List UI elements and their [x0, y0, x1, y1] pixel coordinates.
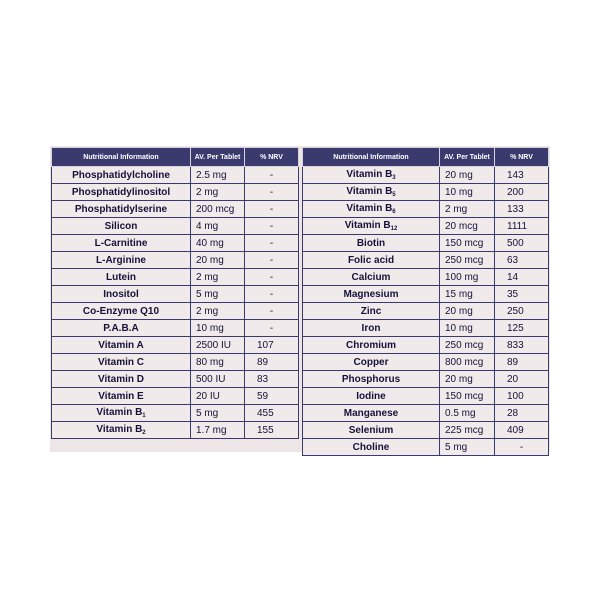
- nutrient-name: [52, 354, 191, 371]
- amount-per-tablet: 150 mcg: [440, 235, 495, 252]
- table-header-row: [303, 148, 549, 167]
- nutrient-name-text: Vitamin B: [344, 220, 391, 231]
- nutrient-name-text: Vitamin B: [96, 407, 143, 418]
- nrv-percent: -: [245, 218, 299, 235]
- table-row: [52, 337, 299, 354]
- nutrient-name-text: Vitamin A: [98, 339, 144, 351]
- amount-per-tablet: 80 mg: [191, 354, 245, 371]
- nrv-percent: 89: [495, 354, 549, 371]
- nutrient-name: [52, 320, 191, 337]
- nutrient-name-text: Selenium: [348, 424, 394, 436]
- nutrient-name: [52, 252, 191, 269]
- amount-per-tablet: 250 mcg: [440, 337, 495, 354]
- table-row: [52, 235, 299, 252]
- nutrition-table-right: [302, 147, 549, 456]
- nutrient-name: [52, 184, 191, 201]
- amount-per-tablet: 10 mg: [440, 320, 495, 337]
- table-row: [303, 439, 549, 456]
- table-row: [52, 422, 299, 439]
- nutrient-name: [52, 218, 191, 235]
- amount-per-tablet: 150 mcg: [440, 388, 495, 405]
- nutrient-subscript: 1: [142, 413, 146, 419]
- nutrient-name: [303, 252, 440, 269]
- header-nrv: % NRV: [245, 148, 299, 167]
- table-row: [303, 303, 549, 320]
- nutrient-name: [52, 303, 191, 320]
- amount-per-tablet: 20 mcg: [440, 218, 495, 235]
- table-row: [303, 422, 549, 439]
- nutrient-name: [303, 235, 440, 252]
- table-row: [303, 371, 549, 388]
- nrv-percent: -: [245, 184, 299, 201]
- nutrient-name-text: Calcium: [351, 271, 391, 283]
- amount-per-tablet: 250 mcg: [440, 252, 495, 269]
- nutrient-name: [303, 439, 440, 456]
- nrv-percent: -: [245, 269, 299, 286]
- amount-per-tablet: 800 mcg: [440, 354, 495, 371]
- nrv-percent: 455: [245, 405, 299, 422]
- amount-per-tablet: 20 mg: [440, 167, 495, 184]
- nrv-percent: 133: [495, 201, 549, 218]
- nutrient-name: [303, 320, 440, 337]
- nrv-percent: 83: [245, 371, 299, 388]
- nutrient-name-text: Vitamin B: [346, 169, 393, 180]
- table-row: [52, 286, 299, 303]
- nutrient-subscript: 3: [392, 175, 396, 181]
- nrv-percent: 1111: [495, 218, 549, 235]
- table-row: [52, 388, 299, 405]
- nrv-percent: -: [245, 320, 299, 337]
- nutrient-name: [52, 388, 191, 405]
- nutrient-name-text: Inositol: [103, 288, 139, 300]
- amount-per-tablet: 500 IU: [191, 371, 245, 388]
- nrv-percent: -: [245, 252, 299, 269]
- nutrient-name-text: Vitamin B: [346, 203, 393, 214]
- table-row: [303, 269, 549, 286]
- nrv-percent: -: [245, 235, 299, 252]
- nutrient-name-text: Phosphatidylinositol: [71, 186, 171, 198]
- table-row: [303, 337, 549, 354]
- nutrient-name: [303, 286, 440, 303]
- nrv-percent: 14: [495, 269, 549, 286]
- table-row: [303, 235, 549, 252]
- nutrient-name: [303, 337, 440, 354]
- nutrient-name: [52, 201, 191, 218]
- header-av-per-tablet: AV. Per Tablet: [440, 148, 495, 167]
- nutrition-label: [50, 146, 550, 452]
- nrv-percent: 89: [245, 354, 299, 371]
- amount-per-tablet: 2 mg: [440, 201, 495, 218]
- amount-per-tablet: 5 mg: [191, 286, 245, 303]
- nutrient-name-text: L-Carnitine: [94, 237, 148, 249]
- amount-per-tablet: 5 mg: [191, 405, 245, 422]
- nutrient-name: [52, 235, 191, 252]
- nrv-percent: -: [495, 439, 549, 456]
- header-nrv: % NRV: [495, 148, 549, 167]
- nutrient-name-text: Folic acid: [347, 254, 395, 266]
- amount-per-tablet: 2 mg: [191, 269, 245, 286]
- table-row: [303, 286, 549, 303]
- amount-per-tablet: 225 mcg: [440, 422, 495, 439]
- nutrient-name-text: Copper: [353, 356, 389, 368]
- nrv-percent: 107: [245, 337, 299, 354]
- table-row: [52, 269, 299, 286]
- nrv-percent: -: [245, 303, 299, 320]
- nutrient-subscript: 5: [392, 192, 396, 198]
- table-row: [303, 184, 549, 201]
- table-row: [52, 201, 299, 218]
- nrv-percent: 500: [495, 235, 549, 252]
- nutrient-name: [303, 422, 440, 439]
- nutrient-name-text: P.A.B.A: [103, 322, 139, 334]
- nutrient-name: [303, 354, 440, 371]
- nutrient-name: [303, 371, 440, 388]
- nutrient-name: [303, 269, 440, 286]
- nutrient-name-text: Lutein: [106, 271, 136, 283]
- table-header-row: [52, 148, 299, 167]
- table-row: [52, 354, 299, 371]
- nutrient-name-text: Phosphatidylserine: [74, 203, 168, 215]
- table-row: [52, 405, 299, 422]
- amount-per-tablet: 2500 IU: [191, 337, 245, 354]
- nutrient-name: [303, 388, 440, 405]
- nrv-percent: -: [245, 201, 299, 218]
- nutrient-subscript: 6: [392, 209, 396, 215]
- nutrient-name-text: Silicon: [104, 220, 138, 232]
- nutrient-name: [52, 286, 191, 303]
- amount-per-tablet: 2.5 mg: [191, 167, 245, 184]
- table-row: [52, 218, 299, 235]
- nrv-percent: 155: [245, 422, 299, 439]
- nutrient-name: [52, 422, 191, 439]
- amount-per-tablet: 20 IU: [191, 388, 245, 405]
- table-row: [52, 167, 299, 184]
- table-row: [303, 167, 549, 184]
- nutrient-name-text: L-Arginine: [96, 254, 146, 266]
- nrv-percent: -: [245, 167, 299, 184]
- table-row: [52, 371, 299, 388]
- nutrient-name-text: Zinc: [360, 305, 382, 317]
- nutrient-name-text: Vitamin B: [96, 424, 143, 435]
- nutrient-name: [303, 167, 440, 184]
- header-nutritional-information: Nutritional Information: [303, 148, 440, 167]
- nrv-percent: 250: [495, 303, 549, 320]
- nutrient-name: [52, 405, 191, 422]
- amount-per-tablet: 200 mcg: [191, 201, 245, 218]
- nutrient-name: [52, 167, 191, 184]
- amount-per-tablet: 2 mg: [191, 184, 245, 201]
- nutrient-name-text: Vitamin E: [98, 390, 144, 402]
- amount-per-tablet: 15 mg: [440, 286, 495, 303]
- nutrient-name: [52, 269, 191, 286]
- nutrient-name: [52, 371, 191, 388]
- table-row: [52, 184, 299, 201]
- amount-per-tablet: 20 mg: [440, 303, 495, 320]
- amount-per-tablet: 0.5 mg: [440, 405, 495, 422]
- table-row: [303, 388, 549, 405]
- amount-per-tablet: 10 mg: [440, 184, 495, 201]
- nrv-percent: 63: [495, 252, 549, 269]
- nutrient-name-text: Chromium: [346, 339, 396, 351]
- nutrient-name: [52, 337, 191, 354]
- nrv-percent: 125: [495, 320, 549, 337]
- nrv-percent: -: [245, 286, 299, 303]
- nutrient-name-text: Iron: [361, 322, 381, 334]
- nutrient-name: [303, 303, 440, 320]
- nrv-percent: 59: [245, 388, 299, 405]
- nrv-percent: 20: [495, 371, 549, 388]
- table-row: [303, 405, 549, 422]
- table-row: [52, 303, 299, 320]
- table-row: [303, 252, 549, 269]
- header-av-per-tablet: AV. Per Tablet: [191, 148, 245, 167]
- nutrient-name: [303, 201, 440, 218]
- nutrient-name-text: Phosphorus: [341, 373, 401, 385]
- nutrient-name-text: Iodine: [356, 390, 386, 402]
- table-row: [303, 201, 549, 218]
- amount-per-tablet: 40 mg: [191, 235, 245, 252]
- nutrient-name-text: Magnesium: [343, 288, 399, 300]
- nrv-percent: 143: [495, 167, 549, 184]
- amount-per-tablet: 20 mg: [191, 252, 245, 269]
- nutrient-name-text: Biotin: [356, 237, 386, 249]
- nutrient-subscript: 2: [142, 430, 146, 436]
- table-row: [303, 218, 549, 235]
- nutrient-name: [303, 218, 440, 235]
- nutrient-name-text: Choline: [352, 441, 390, 453]
- nrv-percent: 28: [495, 405, 549, 422]
- amount-per-tablet: 20 mg: [440, 371, 495, 388]
- nutrient-name-text: Vitamin B: [346, 186, 393, 197]
- nrv-percent: 200: [495, 184, 549, 201]
- nutrient-name-text: Vitamin D: [98, 373, 144, 385]
- nrv-percent: 100: [495, 388, 549, 405]
- amount-per-tablet: 5 mg: [440, 439, 495, 456]
- nrv-percent: 409: [495, 422, 549, 439]
- table-row: [303, 320, 549, 337]
- table-row: [303, 354, 549, 371]
- table-row: [52, 320, 299, 337]
- nutrient-subscript: 12: [390, 226, 398, 232]
- nutrient-name: [303, 184, 440, 201]
- nutrient-name-text: Vitamin C: [98, 356, 144, 368]
- nutrient-name-text: Co-Enzyme Q10: [82, 305, 160, 317]
- nrv-percent: 35: [495, 286, 549, 303]
- amount-per-tablet: 1.7 mg: [191, 422, 245, 439]
- nutrient-name: [303, 405, 440, 422]
- nutrient-name-text: Manganese: [343, 407, 399, 419]
- amount-per-tablet: 4 mg: [191, 218, 245, 235]
- amount-per-tablet: 2 mg: [191, 303, 245, 320]
- table-row: [52, 252, 299, 269]
- nutrient-name-text: Phosphatidylcholine: [72, 169, 170, 181]
- nrv-percent: 833: [495, 337, 549, 354]
- header-nutritional-information: Nutritional Information: [52, 148, 191, 167]
- amount-per-tablet: 100 mg: [440, 269, 495, 286]
- table-body-left: [52, 167, 299, 439]
- table-body-right: [303, 167, 549, 456]
- nutrition-table-left: [51, 147, 299, 439]
- amount-per-tablet: 10 mg: [191, 320, 245, 337]
